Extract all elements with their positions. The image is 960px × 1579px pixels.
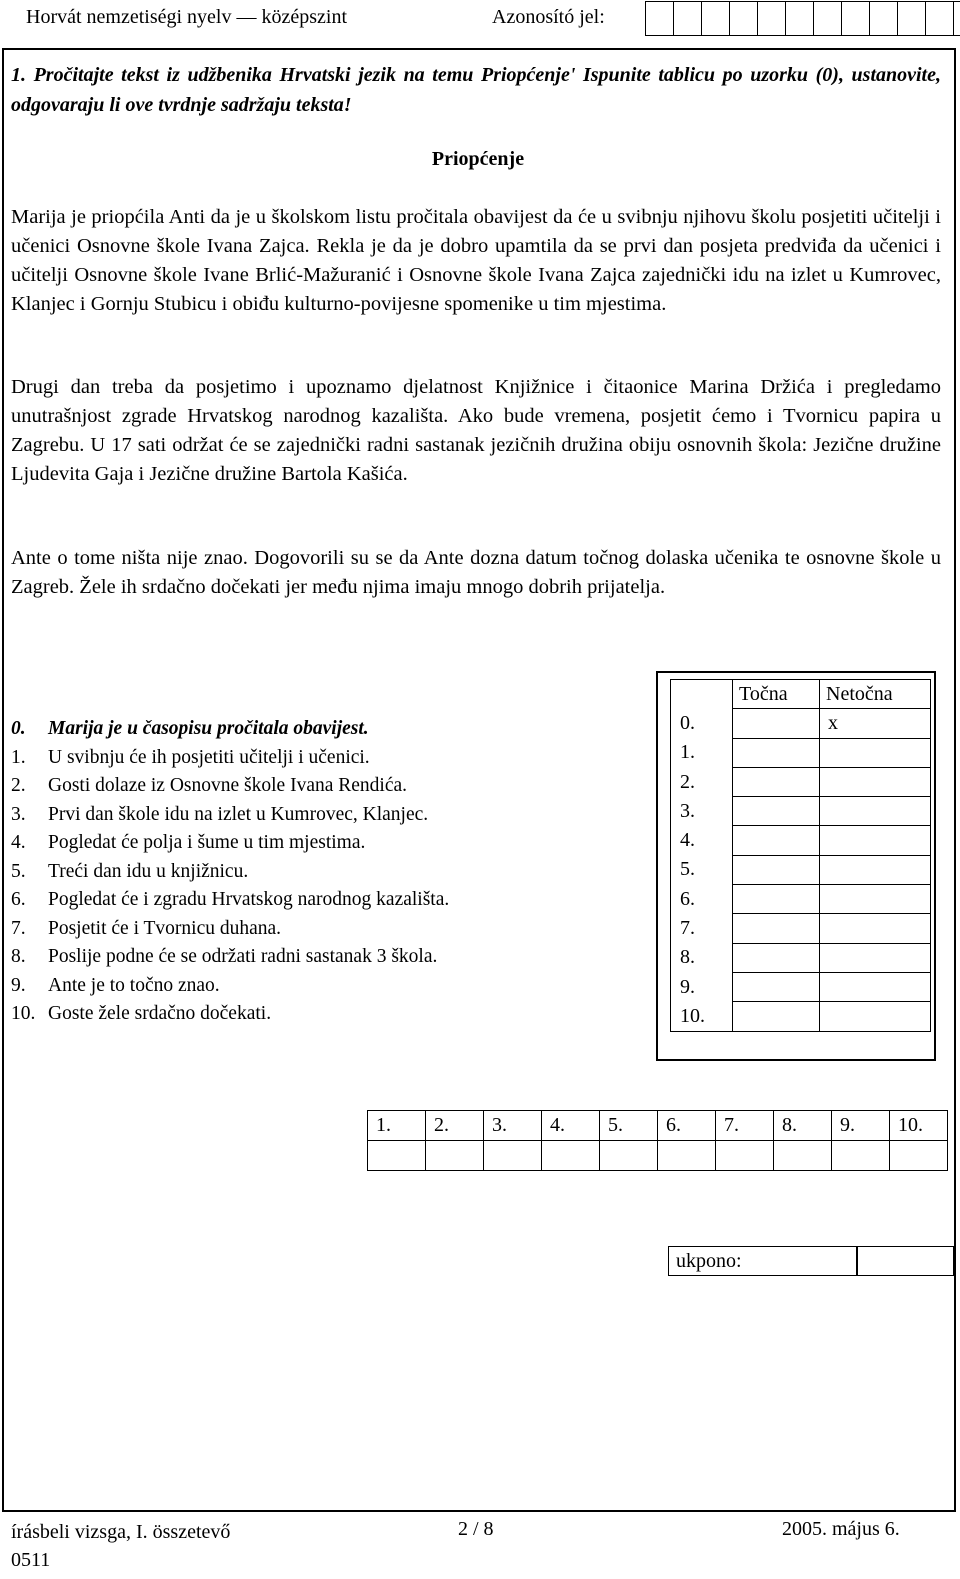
paragraph-3: Ante o tome ništa nije znao. Dogovorili su se da Ante dozna datum točnog dolaska učenika te osnovne škole u Zagreb. Žele ih srdačno dočekati jer među njima imaju mnogo dobrih prijatelja.: [11, 547, 941, 598]
answer-row: [671, 709, 931, 738]
netocna-cell[interactable]: [820, 972, 931, 1001]
statement-number: 5.: [11, 860, 26, 882]
answer-row-number: 0.: [671, 709, 733, 738]
tocna-cell[interactable]: [733, 738, 820, 767]
score-cell[interactable]: [832, 1141, 890, 1171]
statement-text: Gosti dolaze iz Osnovne škole Ivana Rendića.: [48, 775, 408, 796]
statement-item: [11, 886, 449, 915]
answer-header-blank: [671, 680, 733, 709]
statement-text: Ante je to točno znao.: [48, 974, 220, 996]
score-cell[interactable]: [542, 1141, 600, 1171]
statement-number: 8.: [11, 946, 26, 967]
netocna-cell[interactable]: [820, 826, 931, 855]
score-header: 8.: [774, 1111, 832, 1141]
answer-row-number: 4.: [671, 826, 733, 855]
statement-list: [11, 715, 449, 1029]
total-score: [668, 1246, 954, 1276]
statement-item: [11, 858, 449, 887]
answer-row-number: 7.: [671, 914, 733, 943]
answer-row: [671, 972, 931, 1001]
id-box[interactable]: [701, 1, 730, 36]
id-box[interactable]: [729, 1, 758, 36]
answer-row: [671, 855, 931, 884]
score-header: 4.: [542, 1111, 600, 1141]
tocna-cell[interactable]: [733, 885, 820, 914]
statement-item: [11, 744, 449, 773]
statement-item: [11, 943, 449, 972]
answer-row: [671, 797, 931, 826]
statement-number: 0.: [11, 718, 26, 739]
score-cell[interactable]: [484, 1141, 542, 1171]
score-header: 5.: [600, 1111, 658, 1141]
statement-text: Prvi dan škole idu na izlet u Kumrovec, Klanjec.: [48, 803, 429, 825]
statement-number: 7.: [11, 917, 26, 939]
answer-row: [671, 1002, 931, 1031]
statement-item: [11, 772, 449, 801]
score-header: 6.: [658, 1111, 716, 1141]
tocna-cell[interactable]: [733, 1002, 820, 1031]
netocna-cell[interactable]: [820, 767, 931, 796]
tocna-cell[interactable]: [733, 797, 820, 826]
id-label: Azonosító jel:: [492, 6, 605, 28]
exam-title: Horvát nemzetiségi nyelv — középszint: [26, 6, 348, 28]
paragraph-2: Drugi dan treba da posjetimo i upoznamo djelatnost Knjižnice i čitaonice Marina Držića i pregledamo unutrašnjost zgrade Hrvatskog narodnog kazališta. Ako bude vremena, posjetit ćemo i Tvornicu papira u Zagrebu. U 17 sati održat će se zajednički radni sastanak jezičnih družina obiju osnovnih škola: Jezične družine Ljudevita Gaja i Jezične družine Bartola Kašića.: [11, 376, 941, 485]
netocna-cell[interactable]: [820, 885, 931, 914]
score-cell[interactable]: [890, 1141, 948, 1171]
netocna-cell[interactable]: x: [820, 709, 931, 738]
id-box[interactable]: [813, 1, 842, 36]
netocna-cell[interactable]: [820, 797, 931, 826]
answer-row: [671, 767, 931, 796]
score-header: 3.: [484, 1111, 542, 1141]
header-netocna: Netočna: [820, 680, 931, 709]
score-cell[interactable]: [658, 1141, 716, 1171]
tocna-cell[interactable]: [733, 943, 820, 972]
statement-item: [11, 801, 449, 830]
score-header: 2.: [426, 1111, 484, 1141]
id-box[interactable]: [757, 1, 786, 36]
statement-number: 3.: [11, 803, 26, 825]
id-input-boxes[interactable]: [646, 1, 960, 36]
id-box[interactable]: [897, 1, 926, 36]
statement-number: 10.: [11, 1003, 36, 1024]
text-title: Priopćenje: [431, 148, 525, 170]
answer-row: [671, 943, 931, 972]
statement-item: [11, 715, 449, 744]
tocna-cell[interactable]: [733, 826, 820, 855]
answer-row: [671, 885, 931, 914]
score-table: [367, 1110, 948, 1171]
statement-text: Posjetit će i Tvornicu duhana.: [48, 917, 282, 939]
statement-number: 6.: [11, 889, 26, 910]
id-box[interactable]: [925, 1, 954, 36]
tocna-cell[interactable]: [733, 709, 820, 738]
score-cell[interactable]: [368, 1141, 426, 1171]
paragraph-1: Marija je priopćila Anti da je u školskom listu pročitala obavijest da će u svibnju njihovu školu posjetiti učitelji i učenici Osnovne škole Ivana Zajca. Rekla je da je dobro upamtila da se prvi dan posjeta predviđa da učenici i učitelji Osnovne škole Ivane Brlić-Mažuranić i Osnovne škole Ivana Zajca zajednički idu na izlet u Kumrovec, Klanjec i Gornju Stubicu i obiđu kulturno-povijesne spomenike u tim mjestima.: [11, 206, 941, 315]
footer-exam-part: írásbeli vizsga, I. összetevő: [11, 1521, 231, 1543]
answer-row: [671, 914, 931, 943]
answer-row: [671, 826, 931, 855]
statement-text: Marija je u časopisu pročitala obavijest.: [48, 718, 369, 739]
statement-number: 2.: [11, 775, 26, 796]
task-instruction: 1. Pročitajte tekst iz udžbenika Hrvatski jezik na temu Priopćenje' Ispunite tablicu po uzorku (0), ustanovite, odgovaraju li ove tvrdnje sadržaju teksta!: [11, 64, 941, 116]
netocna-cell[interactable]: [820, 1002, 931, 1031]
answer-row-number: 2.: [671, 767, 733, 796]
netocna-cell[interactable]: [820, 914, 931, 943]
score-cell[interactable]: [716, 1141, 774, 1171]
netocna-cell[interactable]: [820, 738, 931, 767]
statement-text: Treći dan idu u knjižnicu.: [48, 860, 249, 882]
netocna-cell[interactable]: [820, 943, 931, 972]
tocna-cell[interactable]: [733, 914, 820, 943]
statement-item: [11, 915, 449, 944]
footer-left: [11, 1518, 230, 1574]
statement-text: Goste žele srdačno dočekati.: [48, 1003, 272, 1024]
id-box[interactable]: [869, 1, 898, 36]
netocna-cell[interactable]: [820, 855, 931, 884]
footer-page: 2 / 8: [458, 1518, 494, 1540]
id-box[interactable]: [785, 1, 814, 36]
answer-row-number: 9.: [671, 972, 733, 1001]
statement-number: 9.: [11, 974, 26, 996]
id-box[interactable]: [645, 1, 674, 36]
answer-row-number: 8.: [671, 943, 733, 972]
statement-text: Pogledat će polja i šume u tim mjestima.: [48, 832, 366, 853]
id-box[interactable]: [841, 1, 870, 36]
header-tocna: Točna: [733, 680, 820, 709]
statement-text: U svibnju će ih posjetiti učitelji i učenici.: [48, 746, 370, 768]
statement-item: [11, 972, 449, 1001]
score-header: 10.: [890, 1111, 948, 1141]
total-value-cell[interactable]: [857, 1246, 954, 1276]
answer-row-number: 1.: [671, 738, 733, 767]
statement-number: 4.: [11, 832, 26, 853]
footer-date: 2005. május 6.: [782, 1518, 900, 1540]
answer-row-number: 5.: [671, 855, 733, 884]
score-header: 7.: [716, 1111, 774, 1141]
answer-row-number: 6.: [671, 885, 733, 914]
score-cell[interactable]: [600, 1141, 658, 1171]
statement-text: Poslije podne će se održati radni sastanak 3 škola.: [48, 946, 438, 967]
statement-number: 1.: [11, 746, 26, 768]
id-box[interactable]: [953, 1, 960, 36]
answer-row: [671, 738, 931, 767]
footer-code: 0511: [11, 1549, 51, 1571]
statement-item: [11, 829, 449, 858]
tocna-cell[interactable]: [733, 855, 820, 884]
answer-row-number: 10.: [671, 1002, 733, 1031]
tocna-cell[interactable]: [733, 767, 820, 796]
answer-table: [670, 679, 931, 1032]
statement-item: [11, 1000, 449, 1029]
id-box[interactable]: [673, 1, 702, 36]
statement-text: Pogledat će i zgradu Hrvatskog narodnog kazališta.: [48, 889, 450, 910]
total-label: ukpono:: [668, 1246, 857, 1276]
score-header: 9.: [832, 1111, 890, 1141]
score-cell[interactable]: [426, 1141, 484, 1171]
score-header: 1.: [368, 1111, 426, 1141]
answer-row-number: 3.: [671, 797, 733, 826]
tocna-cell[interactable]: [733, 972, 820, 1001]
score-cell[interactable]: [774, 1141, 832, 1171]
